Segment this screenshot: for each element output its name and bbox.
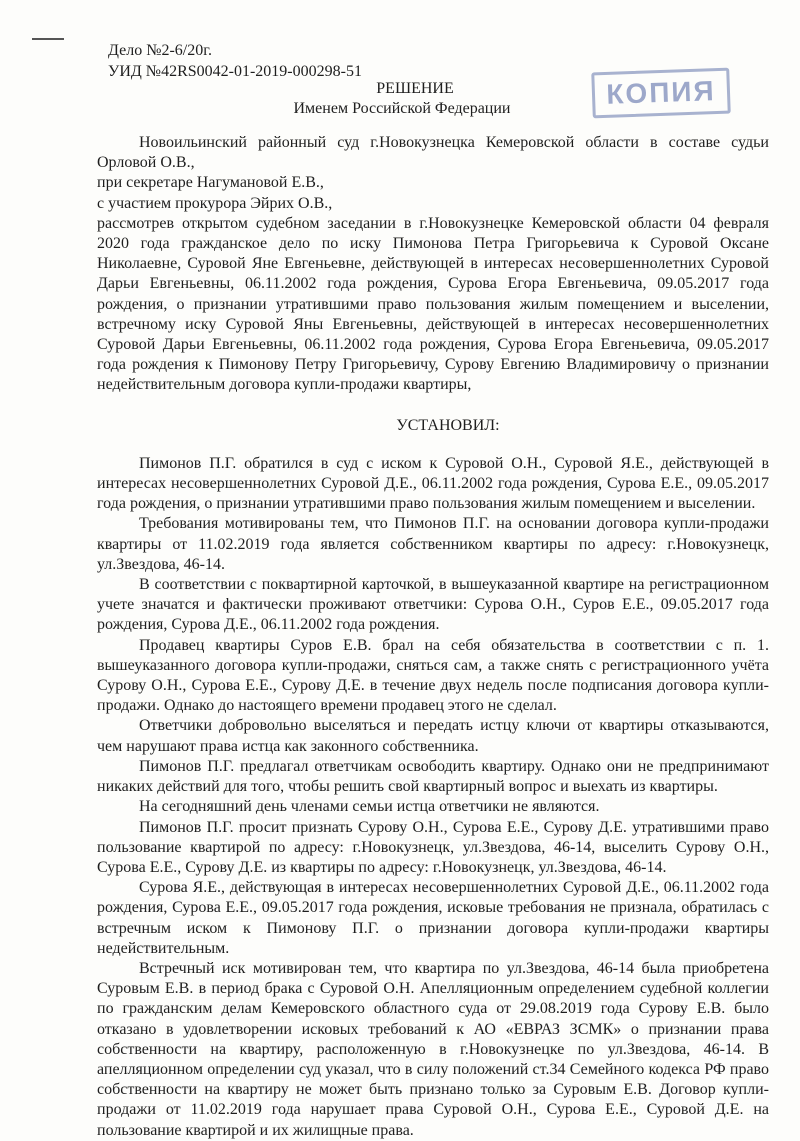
paragraph: Требования мотивированы тем, что Пимонов П.Г. на основании договора купли-продажи квартиры от 11.02.2019 года является собственником квартиры по адресу: г.Новокузнецк, ул.Звездова, 46-14. — [97, 515, 769, 573]
case-number: Дело №2-6/20г. — [108, 42, 212, 59]
intro-prosecutor: с участием прокурора Эйрих О.В., — [97, 194, 333, 212]
copy-stamp: КОПИЯ — [591, 68, 731, 119]
paragraph: Продавец квартиры Суров Е.В. брал на себя обязательства в соответствии с п. 1. вышеуказанного договора купли-продажи, сняться сам, а также снять с регистрационного учёта Сурову О.Н., Сурова Е.Е., Сурову Д.Е. в течение двух недель после подписания договора купли-продажи. Однако до настоящего времени продавец этого не сделал. — [97, 636, 769, 715]
intro-secretary: при секретаре Нагумановой Е.В., — [97, 174, 324, 192]
case-uid: УИД №42RS0042-01-2019-000298-51 — [108, 63, 362, 80]
paragraph: Ответчики добровольно выселяться и передать истцу ключи от квартиры отказываются, чем нарушают права истца как законного собственника. — [97, 717, 769, 755]
case-header — [108, 40, 362, 82]
decision-subtitle: Именем Российской Федерации — [293, 100, 511, 117]
scan-edge-mark — [32, 38, 64, 40]
paragraph: Пимонов П.Г. просит признать Сурову О.Н., Сурова Е.Е., Сурову Д.Е. утратившими право пользование квартирой по адресу: г.Новокузнецк, ул.Звездова, 46-14, выселить Сурову О.Н., Сурова Е.Е., Сурову Д.Е. из квартиры по адресу: г.Новокузнецк, ул.Звездова, 46-14. — [97, 818, 769, 876]
paragraph: Сурова Я.Е., действующая в интересах несовершеннолетних Суровой Д.Е., 06.11.2002 года рождения, Сурова Е.Е., 09.05.2017 года рождения, исковые требования не признала, обратилась с встречным иском к Пимонову П.Г. о признании договора купли-продажи квартиры недействительным. — [97, 879, 769, 957]
document-title — [0, 79, 800, 119]
paragraph: В соответствии с поквартирной карточкой, в вышеуказанной квартире на регистрационном учете значатся и фактически проживают ответчики: Сурова О.Н., Суров Е.Е., 09.05.2017 года рождения, Сурова Д.Е., 06.11.2002 года рождения. — [97, 576, 769, 634]
section-heading: УСТАНОВИЛ: — [396, 416, 500, 434]
paragraph: Пимонов П.Г. обратился в суд с иском к Суровой О.Н., Суровой Я.Е., действующей в интересах несовершеннолетних Суровой Д.Е., 06.11.2002 года рождения, Сурова Е.Е., 09.05.2017 года рождения, о признании утратившими право пользования жилым помещением и выселении. — [97, 454, 769, 513]
paragraph: Встречный иск мотивирован тем, что квартира по ул.Звездова, 46-14 была приобретена Суровым Е.В. в период брака с Суровой О.Н. Апелляционным определением судебной коллегии по гражданским делам Кемеровского областного суда от 29.08.2019 года Сурову Е.В. было отказано в удовлетворении исковых требований к АО «ЕВРАЗ ЗСМК» о признании права собственности на квартиру, расположенную в г.Новокузнецке по ул.Звездова, 46-14. В апелляционном определении суд указал, что в силу положений ст.34 Семейного кодекса РФ право собственности на квартиру не может быть признано только за Суровым Е.В. Договор купли-продажи от 11.02.2019 года нарушает права Суровой О.Н., Сурова Е.Е., Суровой Д.Е. на пользование квартирой и их жилищные права. — [97, 959, 769, 1139]
intro-case-text: рассмотрев открытом судебном заседании в г.Новокузнецке Кемеровской области 04 февраля 2020 года гражданское дело по иску Пимонова Петра Григорьевича к Суровой Оксане Николаевне, Суровой Яне Евгеньевне, действующей в интересах несовершеннолетних Суровой Дарьи Евгеньевны, 06.11.2002 года рождения, Сурова Егора Евгеньевича, 09.05.2017 года рождения, о признании утратившими право пользования жилым помещением и выселении, встречному иску Суровой Яны Евгеньевны, действующей в интересах несовершеннолетних Суровой Дарьи Евгеньевны, 06.11.2002 года рождения, Сурова Егора Евгеньевича, 09.05.2017 года рождения к Пимонову Петру Григорьевичу, Сурову Евгению Владимировичу о признании недействительным договора купли-продажи квартиры, — [97, 214, 769, 394]
decision-title: РЕШЕНИЕ — [376, 80, 454, 97]
intro-court: Новоильинский районный суд г.Новокузнецка Кемеровской области в составе судьи Орловой О.В., — [97, 134, 769, 172]
paragraph: На сегодняшний день членами семьи истца ответчики не являются. — [139, 798, 600, 816]
document-body — [97, 133, 769, 1141]
paragraph: Пимонов П.Г. предлагал ответчикам освободить квартиру. Однако они не предпринимают никаких действий для того, чтобы решить свой квартирный вопрос и выехать из квартиры. — [97, 757, 769, 796]
